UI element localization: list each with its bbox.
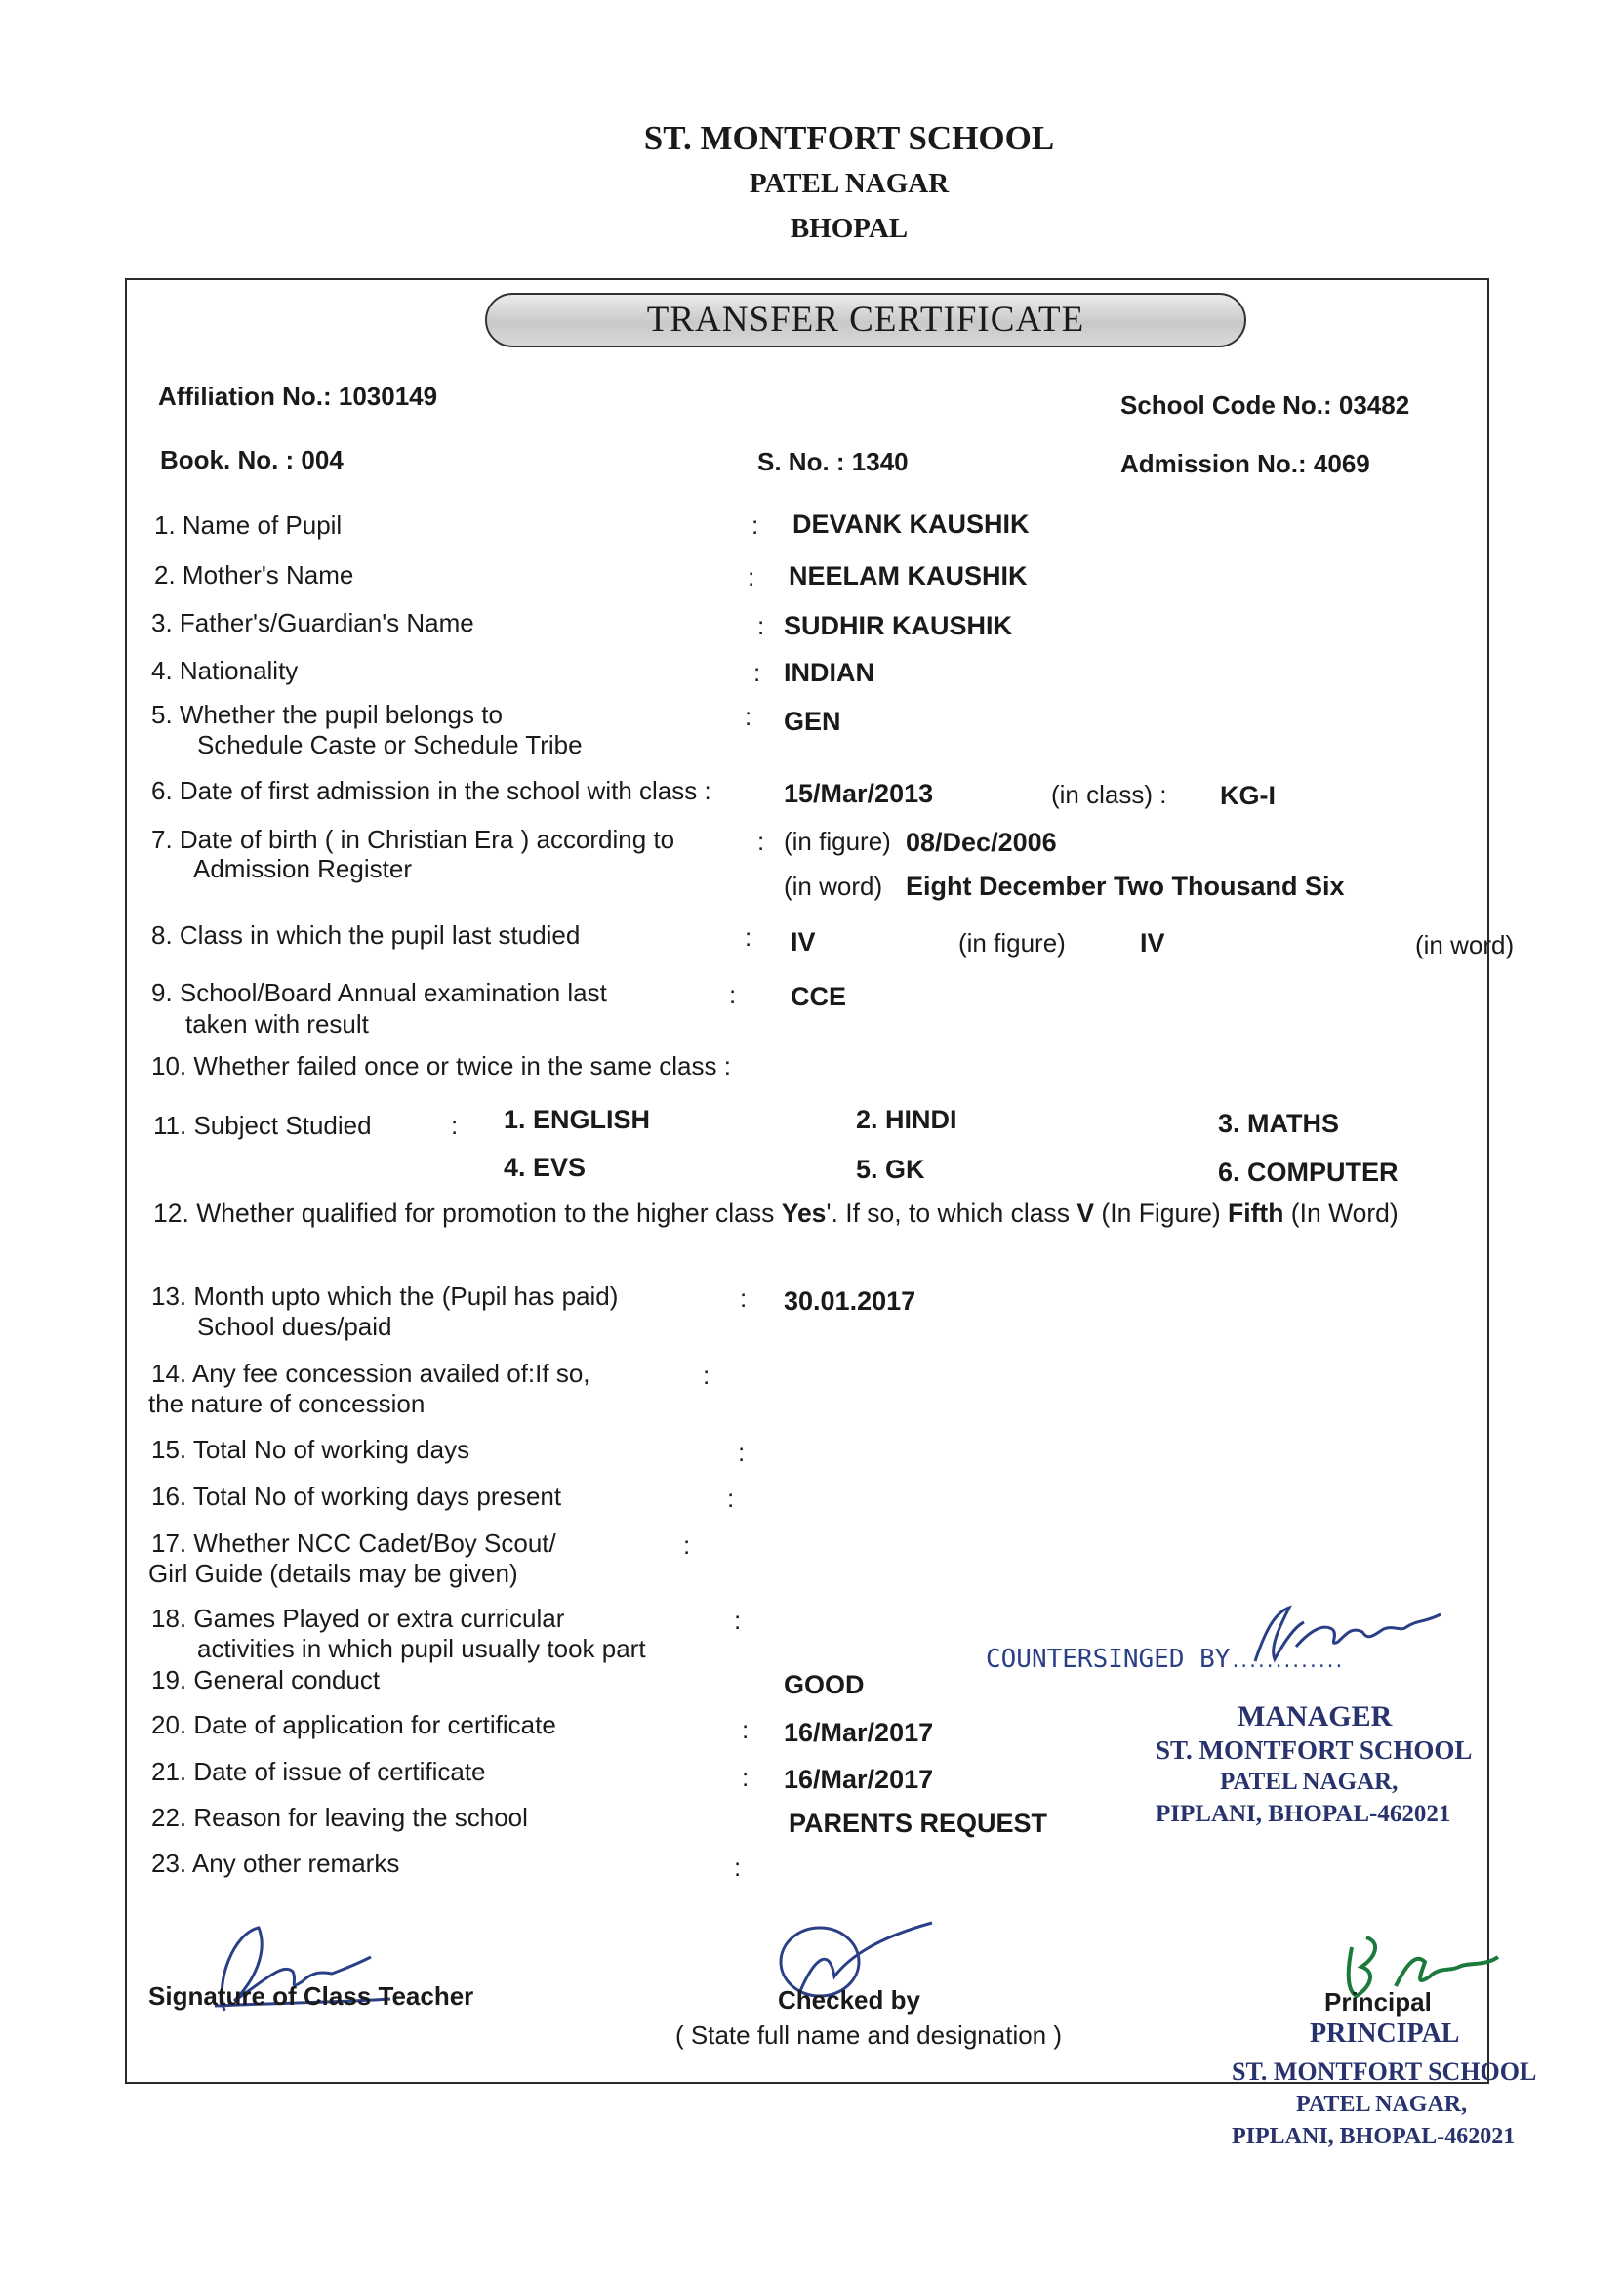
field-4-label: 4. Nationality (151, 656, 299, 685)
dob-in-word-label: (in word) (784, 872, 883, 901)
last-class-in-figure-label: (in figure) (958, 928, 1066, 958)
manager-stamp-address: PIPLANI, BHOPAL-462021 (1156, 1801, 1451, 1827)
school-city: BHOPAL (790, 213, 909, 244)
promotion-class-word: Fifth (1228, 1199, 1284, 1228)
first-admission-date: 15/Mar/2013 (784, 779, 934, 808)
field-20-label: 20. Date of application for certificate (151, 1710, 556, 1739)
school-code: School Code No.: 03482 (1120, 390, 1410, 420)
manager-signature (1236, 1593, 1460, 1671)
field-14-label: 14. Any fee concession availed of:If so, (151, 1359, 590, 1388)
application-date: 16/Mar/2017 (784, 1718, 934, 1747)
colon: : (745, 922, 752, 952)
field-8-label: 8. Class in which the pupil last studied (151, 920, 581, 950)
colon: : (757, 611, 765, 640)
school-name: ST. MONTFORT SCHOOL (643, 119, 1055, 157)
last-class-word: IV (1140, 928, 1165, 958)
admission-class: KG-I (1220, 781, 1276, 810)
field-14-label-cont: the nature of concession (148, 1389, 426, 1418)
field-6-label: 6. Date of first admission in the school with class : (151, 776, 711, 805)
in-class-label: (in class) : (1051, 780, 1167, 809)
checked-by-label: Checked by (778, 1985, 920, 2015)
dob-in-figure-label: (in figure) (784, 827, 891, 856)
field-3-label: 3. Father's/Guardian's Name (151, 608, 474, 637)
field-7-label-cont: Admission Register (193, 854, 412, 883)
pupil-name: DEVANK KAUSHIK (792, 509, 1030, 539)
subject-3: 3. MATHS (1218, 1109, 1340, 1138)
field-15-label: 15. Total No of working days (151, 1435, 470, 1464)
field-12-text-b: '. If so, to which class (826, 1199, 1070, 1228)
subject-5: 5. GK (856, 1155, 925, 1184)
countersigned-by-dots: ............. (1230, 1651, 1343, 1672)
dob-figure: 08/Dec/2006 (906, 828, 1057, 857)
subject-2: 2. HINDI (856, 1105, 957, 1134)
leaving-reason: PARENTS REQUEST (789, 1809, 1048, 1838)
promotion-yes: Yes (781, 1199, 827, 1228)
field-12-line (153, 1199, 1399, 1229)
promotion-in-figure-label: (In Figure) (1101, 1199, 1221, 1228)
subject-6: 6. COMPUTER (1218, 1158, 1399, 1187)
field-18-label: 18. Games Played or extra curricular (151, 1604, 565, 1633)
last-class-figure: IV (791, 927, 816, 957)
field-17-label: 17. Whether NCC Cadet/Boy Scout/ (151, 1528, 556, 1558)
subject-1: 1. ENGLISH (504, 1105, 651, 1134)
school-locality: PATEL NAGAR (749, 168, 950, 199)
certificate-title: TRANSFER CERTIFICATE (485, 293, 1246, 347)
class-teacher-signature-label: Signature of Class Teacher (148, 1981, 474, 2011)
field-12-text: 12. Whether qualified for promotion to the higher class (153, 1199, 775, 1228)
nationality: INDIAN (784, 658, 874, 687)
field-21-label: 21. Date of issue of certificate (151, 1757, 486, 1786)
dob-word: Eight December Two Thousand Six (906, 872, 1345, 901)
colon: : (727, 1484, 735, 1513)
colon: : (742, 1763, 750, 1792)
manager-stamp-title: MANAGER (1238, 1700, 1393, 1732)
issue-date: 16/Mar/2017 (784, 1765, 934, 1794)
field-9-label: 9. School/Board Annual examination last (151, 978, 607, 1007)
field-5-label-cont: Schedule Caste or Schedule Tribe (197, 730, 583, 759)
colon: : (683, 1530, 691, 1560)
field-22-label: 22. Reason for leaving the school (151, 1803, 528, 1832)
field-1-label: 1. Name of Pupil (154, 510, 343, 540)
book-no: Book. No. : 004 (160, 445, 344, 474)
serial-no: S. No. : 1340 (757, 447, 909, 476)
field-13-label: 13. Month upto which the (Pupil has paid) (151, 1282, 619, 1311)
field-19-label: 19. General conduct (151, 1665, 381, 1694)
field-5-label: 5. Whether the pupil belongs to (151, 700, 503, 729)
colon: : (753, 658, 761, 687)
checked-by-note: ( State full name and designation ) (675, 2020, 1063, 2050)
field-23-label: 23. Any other remarks (151, 1849, 400, 1878)
promotion-class-figure: V (1076, 1199, 1095, 1228)
last-exam-result: CCE (791, 982, 847, 1011)
colon: : (734, 1853, 742, 1882)
colon: : (729, 980, 737, 1009)
field-18-label-cont: activities in which pupil usually took part (197, 1634, 646, 1663)
last-class-in-word-label: (in word) (1415, 930, 1515, 959)
colon: : (745, 702, 752, 731)
colon: : (734, 1606, 742, 1635)
colon: : (740, 1284, 748, 1313)
field-17-label-cont: Girl Guide (details may be given) (148, 1559, 518, 1588)
colon: : (751, 510, 759, 540)
principal-stamp-locality: PATEL NAGAR, (1296, 2092, 1468, 2117)
caste-category: GEN (784, 707, 841, 736)
field-10-label: 10. Whether failed once or twice in the same class : (151, 1051, 731, 1080)
principal-label: Principal (1324, 1987, 1432, 2017)
principal-stamp-address: PIPLANI, BHOPAL-462021 (1232, 2124, 1516, 2149)
promotion-in-word-label: (In Word) (1290, 1199, 1399, 1228)
colon: : (451, 1111, 459, 1140)
colon: : (748, 562, 755, 591)
father-name: SUDHIR KAUSHIK (784, 611, 1013, 640)
manager-stamp-locality: PATEL NAGAR, (1220, 1769, 1399, 1795)
general-conduct: GOOD (784, 1670, 865, 1699)
field-7-label: 7. Date of birth ( in Christian Era ) according to (151, 825, 675, 854)
field-2-label: 2. Mother's Name (154, 560, 354, 590)
manager-stamp-school: ST. MONTFORT SCHOOL (1156, 1735, 1473, 1765)
field-16-label: 16. Total No of working days present (151, 1482, 562, 1511)
field-11-label: 11. Subject Studied (153, 1111, 372, 1140)
subject-4: 4. EVS (504, 1153, 587, 1182)
field-9-label-cont: taken with result (185, 1009, 369, 1039)
colon: : (757, 827, 765, 856)
dues-paid-upto: 30.01.2017 (784, 1286, 916, 1316)
countersigned-by-text: COUNTERSINGED BY (986, 1645, 1231, 1674)
principal-stamp-title: PRINCIPAL (1310, 2018, 1460, 2049)
colon: : (738, 1438, 746, 1467)
mother-name: NEELAM KAUSHIK (789, 561, 1028, 591)
colon: : (703, 1361, 710, 1390)
principal-stamp-school: ST. MONTFORT SCHOOL (1232, 2058, 1537, 2086)
affiliation-no: Affiliation No.: 1030149 (158, 382, 438, 411)
field-13-label-cont: School dues/paid (197, 1312, 392, 1341)
admission-no: Admission No.: 4069 (1120, 449, 1370, 478)
colon: : (742, 1715, 750, 1744)
